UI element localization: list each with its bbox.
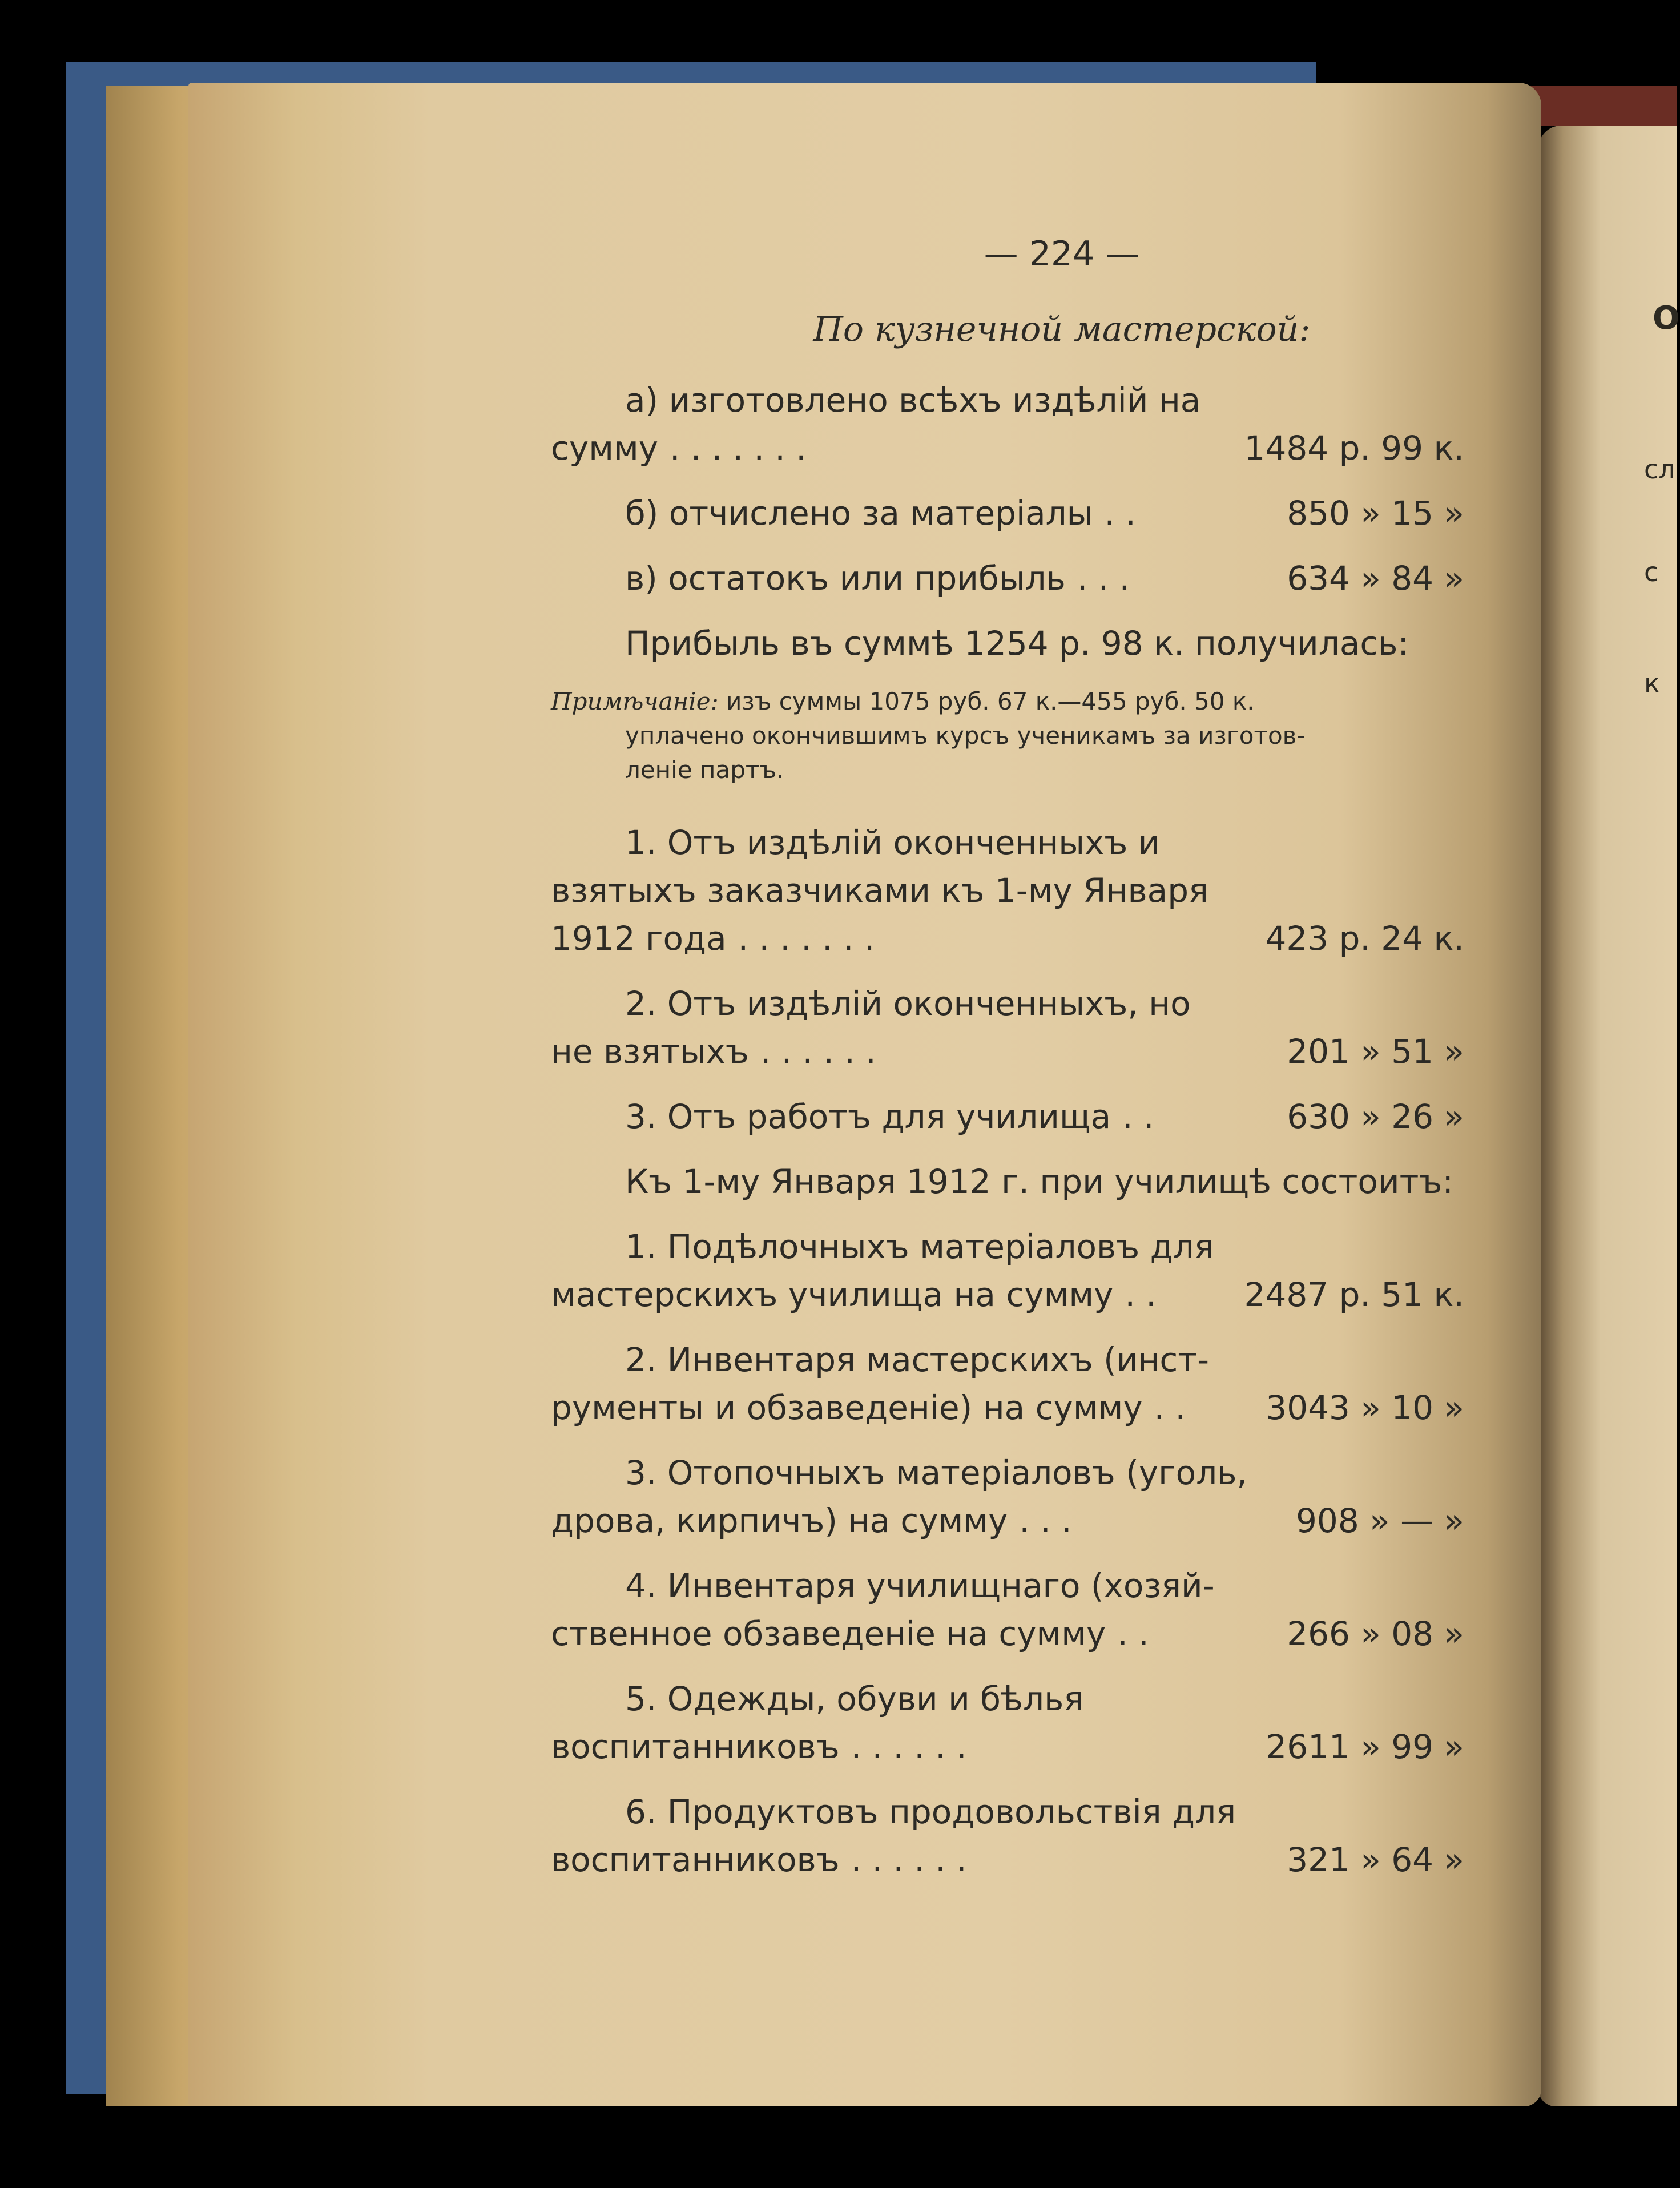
profit-item-1-line1: 1. Отъ издѣлій оконченныхъ и (625, 823, 1160, 862)
item-a (551, 376, 1464, 472)
asset-item-line2: рументы и обзаведеніе) на сумму (551, 1388, 1143, 1427)
right-page-fragment: к (1644, 668, 1660, 699)
asset-item-line2: ственное обзаведеніе на сумму (551, 1614, 1106, 1653)
asset-item (551, 1336, 1464, 1432)
asset-item-line2: воспитанниковъ (551, 1840, 840, 1879)
profit-item-3 (551, 1093, 1464, 1141)
asset-item (551, 1675, 1464, 1771)
asset-item-line1: 6. Продуктовъ продовольствія для (625, 1792, 1236, 1831)
asset-item-value: 3043 » 10 » (1266, 1388, 1464, 1427)
asset-item (551, 1449, 1464, 1545)
note-text-2: уплачено окончившимъ курсъ ученикамъ за изготов- (625, 722, 1306, 750)
item-c (551, 554, 1464, 602)
assets-header: Къ 1-му Января 1912 г. при училищѣ состоитъ: (625, 1162, 1453, 1201)
profit-item-2-line2: не взятыхъ (551, 1032, 749, 1071)
profit-item-3-text: 3. Отъ работъ для училища (625, 1097, 1111, 1136)
leader-dots: . . (1154, 1388, 1186, 1427)
asset-item (551, 1223, 1464, 1319)
note-text-3: леніе партъ. (625, 756, 784, 784)
page-content (551, 228, 1464, 1901)
asset-item-line1: 5. Одежды, обуви и бѣлья (625, 1679, 1084, 1718)
profit-item-3-value: 630 » 26 » (1287, 1097, 1464, 1136)
leader-dots: . . . . . . . (738, 919, 875, 958)
item-c-text: в) остатокъ или прибыль (625, 559, 1066, 598)
profit-line: Прибыль въ суммѣ 1254 р. 98 к. получилась: (625, 624, 1409, 663)
asset-item-value: 2487 р. 51 к. (1244, 1275, 1464, 1314)
asset-item-value: 266 » 08 » (1287, 1614, 1464, 1653)
leader-dots: . . (1104, 494, 1136, 533)
asset-item-line1: 3. Отопочныхъ матеріаловъ (уголь, (625, 1453, 1247, 1492)
profit-item-2 (551, 980, 1464, 1075)
asset-item-line1: 1. Подѣлочныхъ матеріаловъ для (625, 1227, 1214, 1266)
item-a-value: 1484 р. 99 к. (1244, 429, 1464, 468)
page-number: — 224 — (984, 234, 1140, 274)
profit-item-1-line2: 1912 года (551, 919, 727, 958)
leader-dots: . . . . . . (851, 1727, 967, 1766)
asset-item-line1: 4. Инвентаря училищнаго (хозяй- (625, 1566, 1215, 1605)
note-text-1: изъ суммы 1075 руб. 67 к.—455 руб. 50 к. (726, 687, 1255, 715)
asset-item-line2: мастерскихъ училища на сумму (551, 1275, 1114, 1314)
asset-item (551, 1788, 1464, 1884)
right-page-fragment: с (1644, 557, 1659, 587)
item-c-value: 634 » 84 » (1287, 559, 1464, 598)
profit-item-1 (551, 819, 1464, 962)
asset-item-line2: дрова, кирпичъ) на сумму (551, 1501, 1008, 1540)
asset-item-line1: 2. Инвентаря мастерскихъ (инст- (625, 1340, 1210, 1379)
right-page (1538, 126, 1677, 2106)
right-page-fragment: сл (1644, 454, 1675, 485)
asset-item-line2: воспитанниковъ (551, 1727, 840, 1766)
note-label: Примѣчаніе: (551, 687, 719, 715)
asset-item-value: 321 » 64 » (1287, 1840, 1464, 1879)
assets-list (551, 1223, 1464, 1884)
right-page-heading-fragment: О (1653, 300, 1680, 337)
leader-dots: . . (1125, 1275, 1157, 1314)
leader-dots: . . . . . . (851, 1840, 967, 1879)
asset-item-value: 908 » — » (1296, 1501, 1464, 1540)
note (551, 684, 1464, 787)
item-b (551, 489, 1464, 537)
section-title: По кузнечной мастерской: (813, 309, 1311, 349)
asset-item-value: 2611 » 99 » (1266, 1727, 1464, 1766)
leader-dots: . . . (1019, 1501, 1072, 1540)
leader-dots: . . . (1077, 559, 1130, 598)
leader-dots: . . (1117, 1614, 1149, 1653)
leader-dots: . . (1122, 1097, 1154, 1136)
item-a-line2: сумму (551, 429, 659, 468)
right-cover-edge (1518, 86, 1677, 126)
profit-item-1-value: 423 р. 24 к. (1265, 919, 1464, 958)
item-a-line1: а) изготовлено всѣхъ издѣлій на (625, 381, 1201, 420)
profit-item-2-line1: 2. Отъ издѣлій оконченныхъ, но (625, 984, 1191, 1023)
leader-dots: . . . . . . . (670, 429, 807, 468)
item-b-value: 850 » 15 » (1287, 494, 1464, 533)
item-b-text: б) отчислено за матеріалы (625, 494, 1093, 533)
leader-dots: . . . . . . (760, 1032, 876, 1071)
asset-item (551, 1562, 1464, 1658)
profit-item-2-value: 201 » 51 » (1287, 1032, 1464, 1071)
profit-item-1-line1b: взятыхъ заказчиками къ 1-му Января (551, 871, 1208, 910)
